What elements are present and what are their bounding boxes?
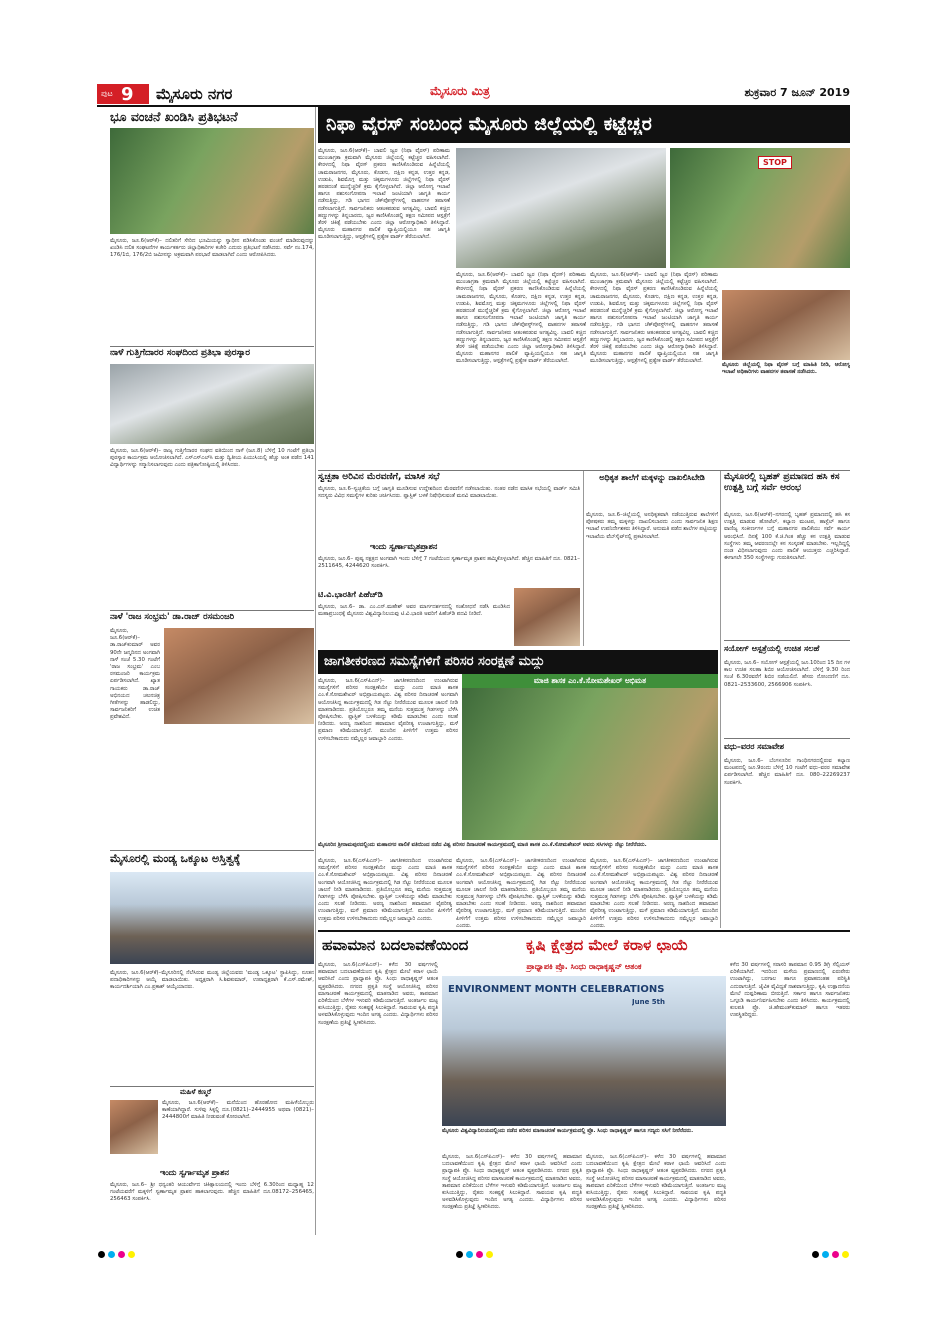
globalization-kicker-box [462,674,718,688]
right-story-3-headline: ವಧು–ವರರ ಸಮಾವೇಶ [724,742,785,751]
page-date: ಶುಕ್ರವಾರ 7 ಜೂನ್ 2019 [744,86,850,99]
globalization-headline: ಜಾಗತೀಕರಣದ ಸಮಸ್ಯೆಗಳಿಗೆ ಪರಿಸರ ಸಂರಕ್ಷಣೆ ಮದ್ದು [324,654,545,669]
registration-dot [128,1251,135,1258]
lead-photo-checkpost [670,148,850,268]
column-rule [315,107,316,1235]
globalization-kicker: ಮಾಜಿ ಶಾಸಕ ಎಂ.ಕೆ.ಸೋಮಶೇಖರ್ ಅಭಿಮತ [533,676,647,685]
mid-story-3-headline: ಟಿ.ವಿ.ಭಾರತಿಗೆ ಪಿಹೆಚ್‌ಡಿ [318,590,383,599]
event-banner-text: ENVIRONMENT MONTH CELEBRATIONS [448,984,665,995]
page-number: 9 [121,84,134,105]
section-rule [110,610,314,611]
globalization-headline-box [318,650,718,674]
section-rule [110,1086,314,1087]
climate-headline-accent: ಕೃಷಿ ಕ್ಷೇತ್ರದ ಮೇಲೆ ಕರಾಳ ಛಾಯೆ [526,936,689,954]
climate-headline-row [318,930,850,958]
section-title: ಮೈಸೂರು ನಗರ [156,85,233,103]
registration-dot [108,1251,115,1258]
left-story-2-headline: ನಾಳೆ ಗುತ್ತಿಗೆದಾರರ ಸಂಘದಿಂದ ಪ್ರತಿಭಾ ಪುರಸ್ಕಾರ [110,348,251,358]
registration-dot [456,1251,463,1258]
right-story-1-text: ಮೈಸೂರು, ಜೂ.6(ಆರ್‌ಕೆ)–ನಗರದಲ್ಲಿ ಬೃಹತ್ ಪ್ರಮಾಣದಲ್ಲಿ ಹಸಿ ಕಸ ಉತ್ಪತ್ತಿ ಮಾಡುವ ಹೋಟೆಲ್, ಕಲ್ಯಾಣ ಮಂಟಪ, ಹಾಸ್ಟೆಲ್ ಹಾಗೂ ವಾಣಿಜ್ಯ ಸಂಕೀರ್ಣಗಳ ಬಗ್ಗೆ ಮಹಾನಗರ ಪಾಲಿಕೆಯು ಸರ್ವೆ ಕಾರ್ಯ ಆರಂಭಿಸಿದೆ. ದಿನಕ್ಕೆ 100 ಕೆ.ಜಿ.ಗಿಂತ ಹೆಚ್ಚು ಕಸ ಉತ್ಪತ್ತಿ ಮಾಡುವ ಸಂಸ್ಥೆಗಳು ತಮ್ಮ ಆವರಣದಲ್ಲೇ ಕಸ ಸಂಸ್ಕರಣೆ ಮಾಡಬೇಕು. ಇಲ್ಲದಿದ್ದಲ್ಲಿ ದಂಡ ವಿಧಿಸಲಾಗುವುದು ಎಂದು ಪಾಲಿಕೆ ಆಯುಕ್ತರು ಎಚ್ಚರಿಸಿದ್ದಾರೆ. ಈಗಾಗಲೇ 350 ಸಂಸ್ಥೆಗಳನ್ನು ಗುರುತಿಸಲಾಗಿದೆ. [724,512,850,562]
climate-text-col2: ಮೈಸೂರು, ಜೂ.6(ಎಸ್‌ಪಿಎನ್)– ಕಳೆದ 30 ವರ್ಷಗಳಲ್ಲಿ ಹವಾಮಾನ ಬದಲಾವಣೆಯಿಂದ ಕೃಷಿ ಕ್ಷೇತ್ರದ ಮೇಲೆ ಕರಾಳ ಛಾಯೆ ಆವರಿಸಿದೆ ಎಂದು ಪ್ರಾಧ್ಯಾಪಕಿ ಪ್ರೊ. ಸಿಂಧು ರಾಧಾಕೃಷ್ಣನ್ ಆತಂಕ ವ್ಯಕ್ತಪಡಿಸಿದರು. ನಗರದ ಪ್ರಕೃತಿ ಸಂಸ್ಥೆ ಆಯೋಜಿಸಿದ್ದ ಪರಿಸರ ಮಾಸಾಚರಣೆ ಕಾರ್ಯಕ್ರಮದಲ್ಲಿ ಮಾತನಾಡಿದ ಅವರು, ತಾಪಮಾನ ಏರಿಕೆಯಿಂದ ಬೆಳೆಗಳ ಇಳುವರಿ ಕಡಿಮೆಯಾಗುತ್ತಿದೆ. ಅಂತರ್ಜಲ ಮಟ್ಟ ಕುಸಿಯುತ್ತಿದ್ದು, ರೈತರು ಸಂಕಷ್ಟಕ್ಕೆ ಸಿಲುಕಿದ್ದಾರೆ. ಸಾವಯವ ಕೃಷಿ ಪದ್ಧತಿ ಅಳವಡಿಸಿಕೊಳ್ಳುವುದು ಇಂದಿನ ಅಗತ್ಯ ಎಂದರು. ವಿದ್ಯಾರ್ಥಿಗಳು ಪರಿಸರ ಸಂರಕ್ಷಣೆಯ ಪ್ರತಿಜ್ಞೆ ಸ್ವೀಕರಿಸಿದರು. [442,1154,582,1211]
tree-planting-photo [462,688,718,840]
registration-dot [486,1251,493,1258]
right-story-1-headline: ಮೈಸೂರಲ್ಲಿ ಬೃಹತ್ ಪ್ರಮಾಣದ ಹಸಿ ಕಸ ಉತ್ಪತ್ತಿ ಬಗ್ಗೆ ಸರ್ವೆ ಆರಂಭ [724,472,840,493]
right-story-3-text: ಮೈಸೂರು, ಜೂ.6– ಬೆಂಗಳೂರಿನ ಗಾಂಧಿನಗರದಲ್ಲಿರುವ ಕಲ್ಯಾಣ ಮಂಟಪದಲ್ಲಿ ಜೂ.9ರಂದು ಬೆಳಿಗ್ಗೆ 10 ಗಂಟೆಗೆ ವಧು–ವರರ ಸಮಾವೇಶ ಏರ್ಪಡಿಸಲಾಗಿದೆ. ಹೆಚ್ಚಿನ ಮಾಹಿತಿಗೆ ದೂ. 080–22269237 ಸಂಪರ್ಕಿಸಿ. [724,758,850,786]
right-story-2-headline: ಸಯೋಗ್ ಆಸ್ಪತ್ರೆಯಲ್ಲಿ ಉಚಿತ ಸಲಹೆ [724,644,820,653]
lead-text-col1: ಮೈಸೂರು, ಜೂ.6(ಆರ್‌ಕೆ)– ಬಾವಲಿ ಜ್ವರ (ನಿಫಾ ವೈರಸ್) ಪರಿಣಾಮ ಮುಂಜಾಗ್ರತಾ ಕ್ರಮವಾಗಿ ಮೈಸೂರು ಜಿಲ್ಲೆಯಲ್ಲಿ ಕಟ್ಟೆಚ್ಚರ ವಹಿಸಲಾಗಿದೆ. ಕೇರಳದಲ್ಲಿ ನಿಫಾ ವೈರಸ್ ಪ್ರಕರಣ ಕಾಣಿಸಿಕೊಂಡಿರುವ ಹಿನ್ನೆಲೆಯಲ್ಲಿ ಚಾಮರಾಜನಗರ, ಮೈಸೂರು, ಕೊಡಗು, ದಕ್ಷಿಣ ಕನ್ನಡ, ಉತ್ತರ ಕನ್ನಡ, ಉಡುಪಿ, ಶಿವಮೊಗ್ಗ ಮತ್ತು ಚಿಕ್ಕಮಗಳೂರು ಜಿಲ್ಲೆಗಳಲ್ಲಿ ನಿಫಾ ವೈರಸ್ ಹರಡದಂತೆ ಮುನ್ನೆಚ್ಚರಿಕೆ ಕ್ರಮ ಕೈಗೊಳ್ಳಲಾಗಿದೆ. ಜಿಲ್ಲಾ ಆರೋಗ್ಯ ಇಲಾಖೆ ಹಾಗೂ ಪಶುಸಂಗೋಪನಾ ಇಲಾಖೆ ಜಂಟಿಯಾಗಿ ಜಾಗೃತಿ ಕಾರ್ಯ ನಡೆಸುತ್ತಿದ್ದು, ಗಡಿ ಭಾಗದ ಚೆಕ್‌ಪೋಸ್ಟ್‌ಗಳಲ್ಲಿ ವಾಹನಗಳ ತಪಾಸಣೆ ನಡೆಸಲಾಗುತ್ತಿದೆ. ಸಾರ್ವಜನಿಕರು ಆತಂಕಪಡುವ ಅಗತ್ಯವಿಲ್ಲ. ಬಾವಲಿ ಕಚ್ಚಿದ ಹಣ್ಣುಗಳನ್ನು ತಿನ್ನಬಾರದು, ಜ್ವರ ಕಾಣಿಸಿಕೊಂಡಲ್ಲಿ ತಕ್ಷಣ ಸಮೀಪದ ಆಸ್ಪತ್ರೆಗೆ ತೆರಳಿ ಚಿಕಿತ್ಸೆ ಪಡೆಯಬೇಕು ಎಂದು ಜಿಲ್ಲಾ ಆರೋಗ್ಯಾಧಿಕಾರಿ ತಿಳಿಸಿದ್ದಾರೆ. ಮೈಸೂರು ಮಹಾನಗರ ಪಾಲಿಕೆ ವ್ಯಾಪ್ತಿಯಲ್ಲಿಯೂ ಸಹ ಜಾಗೃತಿ ಮೂಡಿಸಲಾಗುತ್ತಿದ್ದು, ಆಸ್ಪತ್ರೆಗಳಲ್ಲಿ ಪ್ರತ್ಯೇಕ ವಾರ್ಡ್ ತೆರೆಯಲಾಗಿದೆ. [318,148,450,241]
environment-month-photo [442,976,726,1126]
globalization-text-col1: ಮೈಸೂರು, ಜೂ.6(ಎಸ್‌ಪಿಎನ್)– ಜಾಗತೀಕರಣದಿಂದ ಉಂಟಾಗಿರುವ ಸಮಸ್ಯೆಗಳಿಗೆ ಪರಿಸರ ಸಂರಕ್ಷಣೆಯೇ ಮದ್ದು ಎಂದು ಮಾಜಿ ಶಾಸಕ ಎಂ.ಕೆ.ಸೋಮಶೇಖರ್ ಅಭಿಪ್ರಾಯಪಟ್ಟರು. ವಿಶ್ವ ಪರಿಸರ ದಿನಾಚರಣೆ ಅಂಗವಾಗಿ ಆಯೋಜಿಸಿದ್ದ ಕಾರ್ಯಕ್ರಮದಲ್ಲಿ ಗಿಡ ನೆಟ್ಟು ನೀರೆರೆಯುವ ಮೂಲಕ ಚಾಲನೆ ನೀಡಿ ಮಾತನಾಡಿದರು. ಪ್ರತಿಯೊಬ್ಬರೂ ತಮ್ಮ ಮನೆಯ ಸುತ್ತಮುತ್ತ ಗಿಡಗಳನ್ನು ಬೆಳೆಸಿ ಪೋಷಿಸಬೇಕು. ಪ್ಲಾಸ್ಟಿಕ್ ಬಳಕೆಯನ್ನು ಕಡಿಮೆ ಮಾಡಬೇಕು ಎಂದು ಸಲಹೆ ನೀಡಿದರು. ಅರಣ್ಯ ನಾಶದಿಂದ ಹವಾಮಾನ ವೈಪರೀತ್ಯ ಉಂಟಾಗುತ್ತಿದ್ದು, ಮಳೆ ಪ್ರಮಾಣ ಕಡಿಮೆಯಾಗುತ್ತಿದೆ. ಮುಂದಿನ ಪೀಳಿಗೆಗೆ ಉತ್ತಮ ಪರಿಸರ ಉಳಿಸಬೇಕಾದುದು ನಮ್ಮೆಲ್ಲರ ಜವಾಬ್ದಾರಿ ಎಂದರು. [318,678,458,742]
lead-photo-health-camp [722,290,850,360]
registration-dot [118,1251,125,1258]
section-rule [724,738,850,739]
bharathi-photo [514,588,580,646]
column-rule [583,470,584,646]
lead-text-col2: ಮೈಸೂರು, ಜೂ.6(ಆರ್‌ಕೆ)– ಬಾವಲಿ ಜ್ವರ (ನಿಫಾ ವೈರಸ್) ಪರಿಣಾಮ ಮುಂಜಾಗ್ರತಾ ಕ್ರಮವಾಗಿ ಮೈಸೂರು ಜಿಲ್ಲೆಯಲ್ಲಿ ಕಟ್ಟೆಚ್ಚರ ವಹಿಸಲಾಗಿದೆ. ಕೇರಳದಲ್ಲಿ ನಿಫಾ ವೈರಸ್ ಪ್ರಕರಣ ಕಾಣಿಸಿಕೊಂಡಿರುವ ಹಿನ್ನೆಲೆಯಲ್ಲಿ ಚಾಮರಾಜನಗರ, ಮೈಸೂರು, ಕೊಡಗು, ದಕ್ಷಿಣ ಕನ್ನಡ, ಉತ್ತರ ಕನ್ನಡ, ಉಡುಪಿ, ಶಿವಮೊಗ್ಗ ಮತ್ತು ಚಿಕ್ಕಮಗಳೂರು ಜಿಲ್ಲೆಗಳಲ್ಲಿ ನಿಫಾ ವೈರಸ್ ಹರಡದಂತೆ ಮುನ್ನೆಚ್ಚರಿಕೆ ಕ್ರಮ ಕೈಗೊಳ್ಳಲಾಗಿದೆ. ಜಿಲ್ಲಾ ಆರೋಗ್ಯ ಇಲಾಖೆ ಹಾಗೂ ಪಶುಸಂಗೋಪನಾ ಇಲಾಖೆ ಜಂಟಿಯಾಗಿ ಜಾಗೃತಿ ಕಾರ್ಯ ನಡೆಸುತ್ತಿದ್ದು, ಗಡಿ ಭಾಗದ ಚೆಕ್‌ಪೋಸ್ಟ್‌ಗಳಲ್ಲಿ ವಾಹನಗಳ ತಪಾಸಣೆ ನಡೆಸಲಾಗುತ್ತಿದೆ. ಸಾರ್ವಜನಿಕರು ಆತಂಕಪಡುವ ಅಗತ್ಯವಿಲ್ಲ. ಬಾವಲಿ ಕಚ್ಚಿದ ಹಣ್ಣುಗಳನ್ನು ತಿನ್ನಬಾರದು, ಜ್ವರ ಕಾಣಿಸಿಕೊಂಡಲ್ಲಿ ತಕ್ಷಣ ಸಮೀಪದ ಆಸ್ಪತ್ರೆಗೆ ತೆರಳಿ ಚಿಕಿತ್ಸೆ ಪಡೆಯಬೇಕು ಎಂದು ಜಿಲ್ಲಾ ಆರೋಗ್ಯಾಧಿಕಾರಿ ತಿಳಿಸಿದ್ದಾರೆ. ಮೈಸೂರು ಮಹಾನಗರ ಪಾಲಿಕೆ ವ್ಯಾಪ್ತಿಯಲ್ಲಿಯೂ ಸಹ ಜಾಗೃತಿ ಮೂಡಿಸಲಾಗುತ್ತಿದ್ದು, ಆಸ್ಪತ್ರೆಗಳಲ್ಲಿ ಪ್ರತ್ಯೇಕ ವಾರ್ಡ್ ತೆರೆಯಲಾಗಿದೆ. [456,272,586,365]
section-rule [110,850,314,851]
mid-story-3-text: ಮೈಸೂರು, ಜೂ.6– ಡಾ. ಎಂ.ಎನ್.ಮಹೇಶ್ ಅವರ ಮಾರ್ಗದರ್ಶನದಲ್ಲಿ ಸಂಶೋಧನೆ ನಡೆಸಿ ಮಂಡಿಸಿದ ಮಹಾಪ್ರಬಂಧಕ್ಕೆ ಮೈಸೂರು ವಿಶ್ವವಿದ್ಯಾನಿಲಯವು ಟಿ.ವಿ.ಭಾರತಿ ಅವರಿಗೆ ಪಿಹೆಚ್‌ಡಿ ಪದವಿ ನೀಡಿದೆ. [318,604,510,618]
registration-dot [466,1251,473,1258]
section-rule [318,470,850,471]
lead-text-col3: ಮೈಸೂರು, ಜೂ.6(ಆರ್‌ಕೆ)– ಬಾವಲಿ ಜ್ವರ (ನಿಫಾ ವೈರಸ್) ಪರಿಣಾಮ ಮುಂಜಾಗ್ರತಾ ಕ್ರಮವಾಗಿ ಮೈಸೂರು ಜಿಲ್ಲೆಯಲ್ಲಿ ಕಟ್ಟೆಚ್ಚರ ವಹಿಸಲಾಗಿದೆ. ಕೇರಳದಲ್ಲಿ ನಿಫಾ ವೈರಸ್ ಪ್ರಕರಣ ಕಾಣಿಸಿಕೊಂಡಿರುವ ಹಿನ್ನೆಲೆಯಲ್ಲಿ ಚಾಮರಾಜನಗರ, ಮೈಸೂರು, ಕೊಡಗು, ದಕ್ಷಿಣ ಕನ್ನಡ, ಉತ್ತರ ಕನ್ನಡ, ಉಡುಪಿ, ಶಿವಮೊಗ್ಗ ಮತ್ತು ಚಿಕ್ಕಮಗಳೂರು ಜಿಲ್ಲೆಗಳಲ್ಲಿ ನಿಫಾ ವೈರಸ್ ಹರಡದಂತೆ ಮುನ್ನೆಚ್ಚರಿಕೆ ಕ್ರಮ ಕೈಗೊಳ್ಳಲಾಗಿದೆ. ಜಿಲ್ಲಾ ಆರೋಗ್ಯ ಇಲಾಖೆ ಹಾಗೂ ಪಶುಸಂಗೋಪನಾ ಇಲಾಖೆ ಜಂಟಿಯಾಗಿ ಜಾಗೃತಿ ಕಾರ್ಯ ನಡೆಸುತ್ತಿದ್ದು, ಗಡಿ ಭಾಗದ ಚೆಕ್‌ಪೋಸ್ಟ್‌ಗಳಲ್ಲಿ ವಾಹನಗಳ ತಪಾಸಣೆ ನಡೆಸಲಾಗುತ್ತಿದೆ. ಸಾರ್ವಜನಿಕರು ಆತಂಕಪಡುವ ಅಗತ್ಯವಿಲ್ಲ. ಬಾವಲಿ ಕಚ್ಚಿದ ಹಣ್ಣುಗಳನ್ನು ತಿನ್ನಬಾರದು, ಜ್ವರ ಕಾಣಿಸಿಕೊಂಡಲ್ಲಿ ತಕ್ಷಣ ಸಮೀಪದ ಆಸ್ಪತ್ರೆಗೆ ತೆರಳಿ ಚಿಕಿತ್ಸೆ ಪಡೆಯಬೇಕು ಎಂದು ಜಿಲ್ಲಾ ಆರೋಗ್ಯಾಧಿಕಾರಿ ತಿಳಿಸಿದ್ದಾರೆ. ಮೈಸೂರು ಮಹಾನಗರ ಪಾಲಿಕೆ ವ್ಯಾಪ್ತಿಯಲ್ಲಿಯೂ ಸಹ ಜಾಗೃತಿ ಮೂಡಿಸಲಾಗುತ್ತಿದ್ದು, ಆಸ್ಪತ್ರೆಗಳಲ್ಲಿ ಪ್ರತ್ಯೇಕ ವಾರ್ಡ್ ತೆರೆಯಲಾಗಿದೆ. [590,272,718,365]
left-story-3-headline: ನಾಳೆ 'ರಾಜ ಸಂಭ್ರಮ' ಡಾ.ರಾಜ್ ರಸಮಂಜರಿ [110,612,235,622]
left-story-6-headline: ಇಂದು ಸ್ವರ್ಗಾಮೃತ ಪ್ರಾಶನ [160,1168,229,1177]
registration-dot [842,1251,849,1258]
lead-headline: ನಿಫಾ ವೈರಸ್ ಸಂಬಂಧ ಮೈಸೂರು ಜಿಲ್ಲೆಯಲ್ಲಿ ಕಟ್ಟೆಚ್ಚರ [326,113,652,135]
section-rule [724,640,850,641]
climate-text-col4: ಕಳೆದ 30 ವರ್ಷಗಳಲ್ಲಿ ಸರಾಸರಿ ತಾಪಮಾನ 0.95 ಡಿಗ್ರಿ ಸೆಲ್ಸಿಯಸ್ ಏರಿಕೆಯಾಗಿದೆ. ಇದರಿಂದ ಮಳೆಯ ಪ್ರಮಾಣದಲ್ಲಿ ಏರುಪೇರು ಉಂಟಾಗಿದ್ದು, ಬರಗಾಲ ಹಾಗೂ ಪ್ರವಾಹದಂತಹ ಪರಿಸ್ಥಿತಿ ಎದುರಾಗುತ್ತಿದೆ. ಜೈವಿಕ ವೈವಿಧ್ಯತೆ ನಾಶವಾಗುತ್ತಿದ್ದು, ಕೃಷಿ ಉತ್ಪಾದನೆಯ ಮೇಲೆ ದುಷ್ಪರಿಣಾಮ ಬೀರುತ್ತಿದೆ. ಸರ್ಕಾರ ಹಾಗೂ ಸಾರ್ವಜನಿಕರು ಒಗ್ಗೂಡಿ ಕಾರ್ಯನಿರ್ವಹಿಸಬೇಕು ಎಂದು ತಿಳಿಸಿದರು. ಕಾರ್ಯಕ್ರಮದಲ್ಲಿ ಕುಲಪತಿ ಪ್ರೊ. ಜಿ.ಹೇಮಂತ್‌ಕುಮಾರ್ ಹಾಗೂ ಇತರರು ಉಪಸ್ಥಿತರಿದ್ದರು. [730,962,850,1019]
registration-dot [832,1251,839,1258]
lead-photo-caption: ಮೈಸೂರು ಜಿಲ್ಲೆಯಲ್ಲಿ ನಿಫಾ ವೈರಸ್ ಬಗ್ಗೆ ಮಾಹಿತಿ ನೀಡಿ, ಆರೋಗ್ಯ ಇಲಾಖೆ ಅಧಿಕಾರಿಗಳು ವಾಹನಗಳ ತಪಾಸಣೆ ನಡೆಸಿದರು. [722,362,850,376]
climate-kicker: ಪ್ರಾಧ್ಯಾಪಕಿ ಪ್ರೊ. ಸಿಂಧು ರಾಧಾಕೃಷ್ಣನ್ ಆತಂಕ [526,962,642,971]
mid-story-4-headline: ಅಧಿಕೃತ ಶಾಲೆಗೆ ಮಕ್ಕಳನ್ನು ದಾಖಲಿಸಿಬೇಡಿ [599,473,705,482]
left-story-4-text: ಮೈಸೂರು, ಜೂ.6(ಆರ್‌ಕೆ)–ಮೈಸೂರಿನಲ್ಲಿ ನೆಲೆಸಿರುವ ಮಂಡ್ಯ ಜಿಲ್ಲೆಯವರು 'ಮಂಡ್ಯ ಒಕ್ಕೂಟ' ಸ್ಥಾಪಿಸಿದ್ದು, ನೂತನ ಪದಾಧಿಕಾರಿಗಳನ್ನು ಆಯ್ಕೆ ಮಾಡಲಾಯಿತು. ಅಧ್ಯಕ್ಷರಾಗಿ ಸಿ.ಶಿವಕುಮಾರ್, ಉಪಾಧ್ಯಕ್ಷರಾಗಿ ಕೆ.ಎಸ್.ರಮೇಶ್, ಕಾರ್ಯದರ್ಶಿಯಾಗಿ ಎಂ.ಪ್ರಕಾಶ್ ಆಯ್ಕೆಯಾದರು. [110,970,314,991]
registration-dot [822,1251,829,1258]
left-story-4-headline: ಮೈಸೂರಲ್ಲಿ ಮಂಡ್ಯ ಒಕ್ಕೂಟ ಅಸ್ತಿತ್ವಕ್ಕೆ [110,852,241,865]
registration-marks-right [812,1243,852,1262]
climate-text-col3: ಮೈಸೂರು, ಜೂ.6(ಎಸ್‌ಪಿಎನ್)– ಕಳೆದ 30 ವರ್ಷಗಳಲ್ಲಿ ಹವಾಮಾನ ಬದಲಾವಣೆಯಿಂದ ಕೃಷಿ ಕ್ಷೇತ್ರದ ಮೇಲೆ ಕರಾಳ ಛಾಯೆ ಆವರಿಸಿದೆ ಎಂದು ಪ್ರಾಧ್ಯಾಪಕಿ ಪ್ರೊ. ಸಿಂಧು ರಾಧಾಕೃಷ್ಣನ್ ಆತಂಕ ವ್ಯಕ್ತಪಡಿಸಿದರು. ನಗರದ ಪ್ರಕೃತಿ ಸಂಸ್ಥೆ ಆಯೋಜಿಸಿದ್ದ ಪರಿಸರ ಮಾಸಾಚರಣೆ ಕಾರ್ಯಕ್ರಮದಲ್ಲಿ ಮಾತನಾಡಿದ ಅವರು, ತಾಪಮಾನ ಏರಿಕೆಯಿಂದ ಬೆಳೆಗಳ ಇಳುವರಿ ಕಡಿಮೆಯಾಗುತ್ತಿದೆ. ಅಂತರ್ಜಲ ಮಟ್ಟ ಕುಸಿಯುತ್ತಿದ್ದು, ರೈತರು ಸಂಕಷ್ಟಕ್ಕೆ ಸಿಲುಕಿದ್ದಾರೆ. ಸಾವಯವ ಕೃಷಿ ಪದ್ಧತಿ ಅಳವಡಿಸಿಕೊಳ್ಳುವುದು ಇಂದಿನ ಅಗತ್ಯ ಎಂದರು. ವಿದ್ಯಾರ್ಥಿಗಳು ಪರಿಸರ ಸಂರಕ್ಷಣೆಯ ಪ್ರತಿಜ್ಞೆ ಸ್ವೀಕರಿಸಿದರು. [586,1154,726,1211]
climate-headline: ಹವಾಮಾನ ಬದಲಾವಣೆಯಿಂದ [322,936,469,954]
section-rule [110,346,314,347]
stop-sign: STOP [758,156,792,169]
mandya-sangha-photo [110,872,314,964]
left-story-5-headline: ಮಹಿಳೆ ಕಣ್ಮರೆ [180,1088,212,1096]
mid-story-2-text: ಮೈಸೂರು, ಜೂ.6– ಪುಷ್ಯ ನಕ್ಷತ್ರದ ಅಂಗವಾಗಿ ಇಂದು ಬೆಳಿಗ್ಗೆ 7 ಗಂಟೆಯಿಂದ ಸ್ವರ್ಣಾಮೃತ ಪ್ರಾಶನ ಹಮ್ಮಿಕೊಳ್ಳಲಾಗಿದೆ. ಹೆಚ್ಚಿನ ಮಾಹಿತಿಗೆ ದೂ. 0821–2511645, 4244620 ಸಂಪರ್ಕಿಸಿ. [318,556,580,570]
column-rule [720,470,721,928]
protest-photo [110,128,314,234]
registration-marks-center [456,1243,496,1262]
globalization-text-col3: ಮೈಸೂರು, ಜೂ.6(ಎಸ್‌ಪಿಎನ್)– ಜಾಗತೀಕರಣದಿಂದ ಉಂಟಾಗಿರುವ ಸಮಸ್ಯೆಗಳಿಗೆ ಪರಿಸರ ಸಂರಕ್ಷಣೆಯೇ ಮದ್ದು ಎಂದು ಮಾಜಿ ಶಾಸಕ ಎಂ.ಕೆ.ಸೋಮಶೇಖರ್ ಅಭಿಪ್ರಾಯಪಟ್ಟರು. ವಿಶ್ವ ಪರಿಸರ ದಿನಾಚರಣೆ ಅಂಗವಾಗಿ ಆಯೋಜಿಸಿದ್ದ ಕಾರ್ಯಕ್ರಮದಲ್ಲಿ ಗಿಡ ನೆಟ್ಟು ನೀರೆರೆಯುವ ಮೂಲಕ ಚಾಲನೆ ನೀಡಿ ಮಾತನಾಡಿದರು. ಪ್ರತಿಯೊಬ್ಬರೂ ತಮ್ಮ ಮನೆಯ ಸುತ್ತಮುತ್ತ ಗಿಡಗಳನ್ನು ಬೆಳೆಸಿ ಪೋಷಿಸಬೇಕು. ಪ್ಲಾಸ್ಟಿಕ್ ಬಳಕೆಯನ್ನು ಕಡಿಮೆ ಮಾಡಬೇಕು ಎಂದು ಸಲಹೆ ನೀಡಿದರು. ಅರಣ್ಯ ನಾಶದಿಂದ ಹವಾಮಾನ ವೈಪರೀತ್ಯ ಉಂಟಾಗುತ್ತಿದ್ದು, ಮಳೆ ಪ್ರಮಾಣ ಕಡಿಮೆಯಾಗುತ್ತಿದೆ. ಮುಂದಿನ ಪೀಳಿಗೆಗೆ ಉತ್ತಮ ಪರಿಸರ ಉಳಿಸಬೇಕಾದುದು ನಮ್ಮೆಲ್ಲರ ಜವಾಬ್ದಾರಿ ಎಂದರು. [456,858,586,928]
registration-dot [98,1251,105,1258]
mid-story-2-headline: ಇಂದು ಸ್ವರ್ಣಾಮೃತಪ್ರಾಶನ [370,542,438,551]
right-story-2-text: ಮೈಸೂರು, ಜೂ.6– ಸಯೋಗ್ ಆಸ್ಪತ್ರೆಯಲ್ಲಿ ಜೂ.10ರಿಂದ 15 ದಿನ ಗಳ ಕಾಲ ಉಚಿತ ಸಲಹಾ ಶಿಬಿರ ಆಯೋಜಿಸಲಾಗಿದೆ. ಬೆಳಿಗ್ಗೆ 9.30 ರಿಂದ ಸಂಜೆ 6.30ರವರೆಗೆ ಶಿಬಿರ ನಡೆಯಲಿದೆ. ಹೆಸರು ನೋಂದಣಿಗೆ ದೂ. 0821–2533600, 2566906 ಸಂಪರ್ಕಿಸಿ. [724,660,850,688]
left-story-5-text: ಮೈಸೂರು, ಜೂ.6(ಆರ್‌ಕೆ)– ಮನೆಯಿಂದ ಹೊರಹೋದ ಮಹಿಳೆಯೊಬ್ಬರು ಕಾಣೆಯಾಗಿದ್ದಾರೆ. ಸುಳಿವು ಸಿಕ್ಕಲ್ಲಿ ದೂ.(0821)–2444955 ಅಥವಾ (0821)–2444800ಗೆ ಮಾಹಿತಿ ನೀಡುವಂತೆ ಕೋರಲಾಗಿದೆ. [162,1100,314,1121]
event-banner-date: June 5th [632,998,665,1006]
left-story-1-text: ಮೈಸೂರು, ಜೂ.6(ಆರ್‌ಕೆ)– ದಲಿತರಿಗೆ ಸೇರಿದ ಭೂಮಿಯನ್ನು ಸ್ವಾಧೀನ ಪಡಿಸಿಕೊಂಡು ವಂಚನೆ ಮಾಡಿರುವುದನ್ನು ಖಂಡಿಸಿ ದಲಿತ ಸಂಘಟನೆಗಳ ಕಾರ್ಯಕರ್ತರು ಜಿಲ್ಲಾಧಿಕಾರಿಗಳ ಕಚೇರಿ ಎದುರು ಪ್ರತಿಭಟನೆ ನಡೆಸಿದರು. ಸರ್ವೆ ನಂ.174, 176/1ಬಿ, 176/2ಬಿ ಜಮೀನನ್ನು ಅಕ್ರಮವಾಗಿ ಪರಭಾರೆ ಮಾಡಲಾಗಿದೆ ಎಂದು ಆರೋಪಿಸಿದರು. [110,238,314,259]
mid-story-4-text: ಮೈಸೂರು, ಜೂ.6–ಜಿಲ್ಲೆಯಲ್ಲಿ ಅನಧಿಕೃತವಾಗಿ ನಡೆಯುತ್ತಿರುವ ಶಾಲೆಗಳಿಗೆ ಪೋಷಕರು ತಮ್ಮ ಮಕ್ಕಳನ್ನು ದಾಖಲಿಸಬಾರದು ಎಂದು ಸಾರ್ವಜನಿಕ ಶಿಕ್ಷಣ ಇಲಾಖೆ ಉಪನಿರ್ದೇಶಕರು ತಿಳಿಸಿದ್ದಾರೆ. ಅನುಮತಿ ಪಡೆದ ಶಾಲೆಗಳ ಪಟ್ಟಿಯನ್ನು ಇಲಾಖೆಯ ವೆಬ್‌ಸೈಟ್‌ನಲ್ಲಿ ಪ್ರಕಟಿಸಲಾಗಿದೆ. [586,512,718,540]
missing-woman-photo [110,1100,158,1154]
press-meet-photo [110,364,314,444]
climate-text-col1: ಮೈಸೂರು, ಜೂ.6(ಎಸ್‌ಪಿಎನ್)– ಕಳೆದ 30 ವರ್ಷಗಳಲ್ಲಿ ಹವಾಮಾನ ಬದಲಾವಣೆಯಿಂದ ಕೃಷಿ ಕ್ಷೇತ್ರದ ಮೇಲೆ ಕರಾಳ ಛಾಯೆ ಆವರಿಸಿದೆ ಎಂದು ಪ್ರಾಧ್ಯಾಪಕಿ ಪ್ರೊ. ಸಿಂಧು ರಾಧಾಕೃಷ್ಣನ್ ಆತಂಕ ವ್ಯಕ್ತಪಡಿಸಿದರು. ನಗರದ ಪ್ರಕೃತಿ ಸಂಸ್ಥೆ ಆಯೋಜಿಸಿದ್ದ ಪರಿಸರ ಮಾಸಾಚರಣೆ ಕಾರ್ಯಕ್ರಮದಲ್ಲಿ ಮಾತನಾಡಿದ ಅವರು, ತಾಪಮಾನ ಏರಿಕೆಯಿಂದ ಬೆಳೆಗಳ ಇಳುವರಿ ಕಡಿಮೆಯಾಗುತ್ತಿದೆ. ಅಂತರ್ಜಲ ಮಟ್ಟ ಕುಸಿಯುತ್ತಿದ್ದು, ರೈತರು ಸಂಕಷ್ಟಕ್ಕೆ ಸಿಲುಕಿದ್ದಾರೆ. ಸಾವಯವ ಕೃಷಿ ಪದ್ಧತಿ ಅಳವಡಿಸಿಕೊಳ್ಳುವುದು ಇಂದಿನ ಅಗತ್ಯ ಎಂದರು. ವಿದ್ಯಾರ್ಥಿಗಳು ಪರಿಸರ ಸಂರಕ್ಷಣೆಯ ಪ್ರತಿಜ್ಞೆ ಸ್ವೀಕರಿಸಿದರು. [318,962,438,1026]
globalization-text-col4: ಮೈಸೂರು, ಜೂ.6(ಎಸ್‌ಪಿಎನ್)– ಜಾಗತೀಕರಣದಿಂದ ಉಂಟಾಗಿರುವ ಸಮಸ್ಯೆಗಳಿಗೆ ಪರಿಸರ ಸಂರಕ್ಷಣೆಯೇ ಮದ್ದು ಎಂದು ಮಾಜಿ ಶಾಸಕ ಎಂ.ಕೆ.ಸೋಮಶೇಖರ್ ಅಭಿಪ್ರಾಯಪಟ್ಟರು. ವಿಶ್ವ ಪರಿಸರ ದಿನಾಚರಣೆ ಅಂಗವಾಗಿ ಆಯೋಜಿಸಿದ್ದ ಕಾರ್ಯಕ್ರಮದಲ್ಲಿ ಗಿಡ ನೆಟ್ಟು ನೀರೆರೆಯುವ ಮೂಲಕ ಚಾಲನೆ ನೀಡಿ ಮಾತನಾಡಿದರು. ಪ್ರತಿಯೊಬ್ಬರೂ ತಮ್ಮ ಮನೆಯ ಸುತ್ತಮುತ್ತ ಗಿಡಗಳನ್ನು ಬೆಳೆಸಿ ಪೋಷಿಸಬೇಕು. ಪ್ಲಾಸ್ಟಿಕ್ ಬಳಕೆಯನ್ನು ಕಡಿಮೆ ಮಾಡಬೇಕು ಎಂದು ಸಲಹೆ ನೀಡಿದರು. ಅರಣ್ಯ ನಾಶದಿಂದ ಹವಾಮಾನ ವೈಪರೀತ್ಯ ಉಂಟಾಗುತ್ತಿದ್ದು, ಮಳೆ ಪ್ರಮಾಣ ಕಡಿಮೆಯಾಗುತ್ತಿದೆ. ಮುಂದಿನ ಪೀಳಿಗೆಗೆ ಉತ್ತಮ ಪರಿಸರ ಉಳಿಸಬೇಕಾದುದು ನಮ್ಮೆಲ್ಲರ ಜವಾಬ್ದಾರಿ ಎಂದರು. [590,858,718,928]
mid-story-1-headline: ಸ್ವಚ್ಛತಾ ಅರಿವಿನ ಮೆರವಣಿಗೆ, ಮಾಸಿಕ ಸಭೆ [318,472,440,482]
left-story-3-text: ಮೈಸೂರು, ಜೂ.6(ಆರ್‌ಕೆ)– ಡಾ.ರಾಜ್‌ಕುಮಾರ್ ಅವರ 90ನೇ ಜನ್ಮದಿನದ ಅಂಗವಾಗಿ ನಾಳೆ ಸಂಜೆ 5.30 ಗಂಟೆಗೆ 'ರಾಜ ಸಂಭ್ರಮ' ಎಂಬ ರಸಮಂಜರಿ ಕಾರ್ಯಕ್ರಮ ಏರ್ಪಡಿಸಲಾಗಿದೆ. ಖ್ಯಾತ ಗಾಯಕರು ಡಾ.ರಾಜ್ ಅಭಿನಯದ ಚಲನಚಿತ್ರ ಗೀತೆಗಳನ್ನು ಹಾಡಲಿದ್ದು, ಸಾರ್ವಜನಿಕರಿಗೆ ಉಚಿತ ಪ್ರವೇಶವಿದೆ. [110,628,160,721]
registration-dot [812,1251,819,1258]
registration-dot [476,1251,483,1258]
left-story-2-text: ಮೈಸೂರು, ಜೂ.6(ಆರ್‌ಕೆ)– ರಾಜ್ಯ ಗುತ್ತಿಗೆದಾರರ ಸಂಘದ ವತಿಯಿಂದ ನಾಳೆ (ಜೂ.8) ಬೆಳಿಗ್ಗೆ 10 ಗಂಟೆಗೆ ಪ್ರತಿಭಾ ಪುರಸ್ಕಾರ ಕಾರ್ಯಕ್ರಮ ಆಯೋಜಿಸಲಾಗಿದೆ. ಎಸ್‌ಎಸ್‌ಎಲ್‌ಸಿ ಮತ್ತು ದ್ವಿತೀಯ ಪಿಯುಸಿಯಲ್ಲಿ ಹೆಚ್ಚು ಅಂಕ ಪಡೆದ 141 ವಿದ್ಯಾರ್ಥಿಗಳನ್ನು ಸನ್ಮಾನಿಸಲಾಗುವುದು ಎಂದು ಪತ್ರಿಕಾಗೋಷ್ಠಿಯಲ್ಲಿ ತಿಳಿಸಿದರು. [110,448,314,469]
page-number-badge [97,84,149,104]
left-story-6-text: ಮೈಸೂರು, ಜೂ.6– ಶ್ರೀ ಧನ್ವಂತರಿ ಆಯುರ್ವೇದ ಚಿಕಿತ್ಸಾಲಯದಲ್ಲಿ ಇಂದು ಬೆಳಿಗ್ಗೆ 6.30ರಿಂದ ಮಧ್ಯಾಹ್ನ 12 ಗಂಟೆಯವರೆಗೆ ಮಕ್ಕಳಿಗೆ ಸ್ವರ್ಣಾಮೃತ ಪ್ರಾಶನ ಹಾಕಲಾಗುವುದು. ಹೆಚ್ಚಿನ ಮಾಹಿತಿಗೆ ದೂ.08172–256465, 256463 ಸಂಪರ್ಕಿಸಿ. [110,1182,314,1203]
climate-photo-caption: ಮೈಸೂರು ವಿಶ್ವವಿದ್ಯಾನಿಲಯದಲ್ಲಿಂದು ನಡೆದ ಪರಿಸರ ಮಾಸಾಚರಣೆ ಕಾರ್ಯಕ್ರಮದಲ್ಲಿ ಪ್ರೊ. ಸಿಂಧು ರಾಧಾಕೃಷ್ಣನ್ ಹಾಗೂ ಗಣ್ಯರು ಸಸಿಗೆ ನೀರೆರೆದರು. [442,1128,694,1134]
page-label: ಪುಟ [101,89,113,98]
singer-photo [164,628,314,724]
globalization-text-col2: ಮೈಸೂರು, ಜೂ.6(ಎಸ್‌ಪಿಎನ್)– ಜಾಗತೀಕರಣದಿಂದ ಉಂಟಾಗಿರುವ ಸಮಸ್ಯೆಗಳಿಗೆ ಪರಿಸರ ಸಂರಕ್ಷಣೆಯೇ ಮದ್ದು ಎಂದು ಮಾಜಿ ಶಾಸಕ ಎಂ.ಕೆ.ಸೋಮಶೇಖರ್ ಅಭಿಪ್ರಾಯಪಟ್ಟರು. ವಿಶ್ವ ಪರಿಸರ ದಿನಾಚರಣೆ ಅಂಗವಾಗಿ ಆಯೋಜಿಸಿದ್ದ ಕಾರ್ಯಕ್ರಮದಲ್ಲಿ ಗಿಡ ನೆಟ್ಟು ನೀರೆರೆಯುವ ಮೂಲಕ ಚಾಲನೆ ನೀಡಿ ಮಾತನಾಡಿದರು. ಪ್ರತಿಯೊಬ್ಬರೂ ತಮ್ಮ ಮನೆಯ ಸುತ್ತಮುತ್ತ ಗಿಡಗಳನ್ನು ಬೆಳೆಸಿ ಪೋಷಿಸಬೇಕು. ಪ್ಲಾಸ್ಟಿಕ್ ಬಳಕೆಯನ್ನು ಕಡಿಮೆ ಮಾಡಬೇಕು ಎಂದು ಸಲಹೆ ನೀಡಿದರು. ಅರಣ್ಯ ನಾಶದಿಂದ ಹವಾಮಾನ ವೈಪರೀತ್ಯ ಉಂಟಾಗುತ್ತಿದ್ದು, ಮಳೆ ಪ್ರಮಾಣ ಕಡಿಮೆಯಾಗುತ್ತಿದೆ. ಮುಂದಿನ ಪೀಳಿಗೆಗೆ ಉತ್ತಮ ಪರಿಸರ ಉಳಿಸಬೇಕಾದುದು ನಮ್ಮೆಲ್ಲರ ಜವಾಬ್ದಾರಿ ಎಂದರು. [318,858,452,922]
paper-name: ಮೈಸೂರು ಮಿತ್ರ [430,84,490,98]
lead-headline-box [318,107,850,143]
registration-marks-left [98,1243,138,1262]
globalization-photo-caption: ಮೈಸೂರಿನ ಶ್ರೀರಾಮಪುರದಲ್ಲಿಂದು ಮಹಾನಗರ ಪಾಲಿಕೆ ವತಿಯಿಂದ ನಡೆದ ವಿಶ್ವ ಪರಿಸರ ದಿನಾಚರಣೆ ಕಾರ್ಯಕ್ರಮದಲ್ಲಿ ಮಾಜಿ ಶಾಸಕ ಎಂ.ಕೆ.ಸೋಮಶೇಖರ್ ಅವರು ಸಸಿಗಳನ್ನು ನೆಟ್ಟು ನೀರೆರೆದರು. [318,842,647,848]
left-story-1-headline: ಭೂ ವಂಚನೆ ಖಂಡಿಸಿ ಪ್ರತಿಭಟನೆ [110,109,238,124]
mid-story-1-text: ಮೈಸೂರು, ಜೂ.6–ಸ್ವಚ್ಛತೆಯ ಬಗ್ಗೆ ಜಾಗೃತಿ ಮೂಡಿಸುವ ಉದ್ದೇಶದಿಂದ ಮೆರವಣಿಗೆ ನಡೆಸಲಾಯಿತು. ನಂತರ ನಡೆದ ಮಾಸಿಕ ಸಭೆಯಲ್ಲಿ ವಾರ್ಡ್ ಸಮಿತಿ ಸದಸ್ಯರು ವಿವಿಧ ಸಮಸ್ಯೆಗಳ ಕುರಿತು ಚರ್ಚಿಸಿದರು. ಪ್ಲಾಸ್ಟಿಕ್ ಬಳಕೆ ನಿಷೇಧಿಸುವಂತೆ ಮನವಿ ಮಾಡಲಾಯಿತು. [318,486,580,500]
lead-photo-car-inspection [456,148,666,268]
